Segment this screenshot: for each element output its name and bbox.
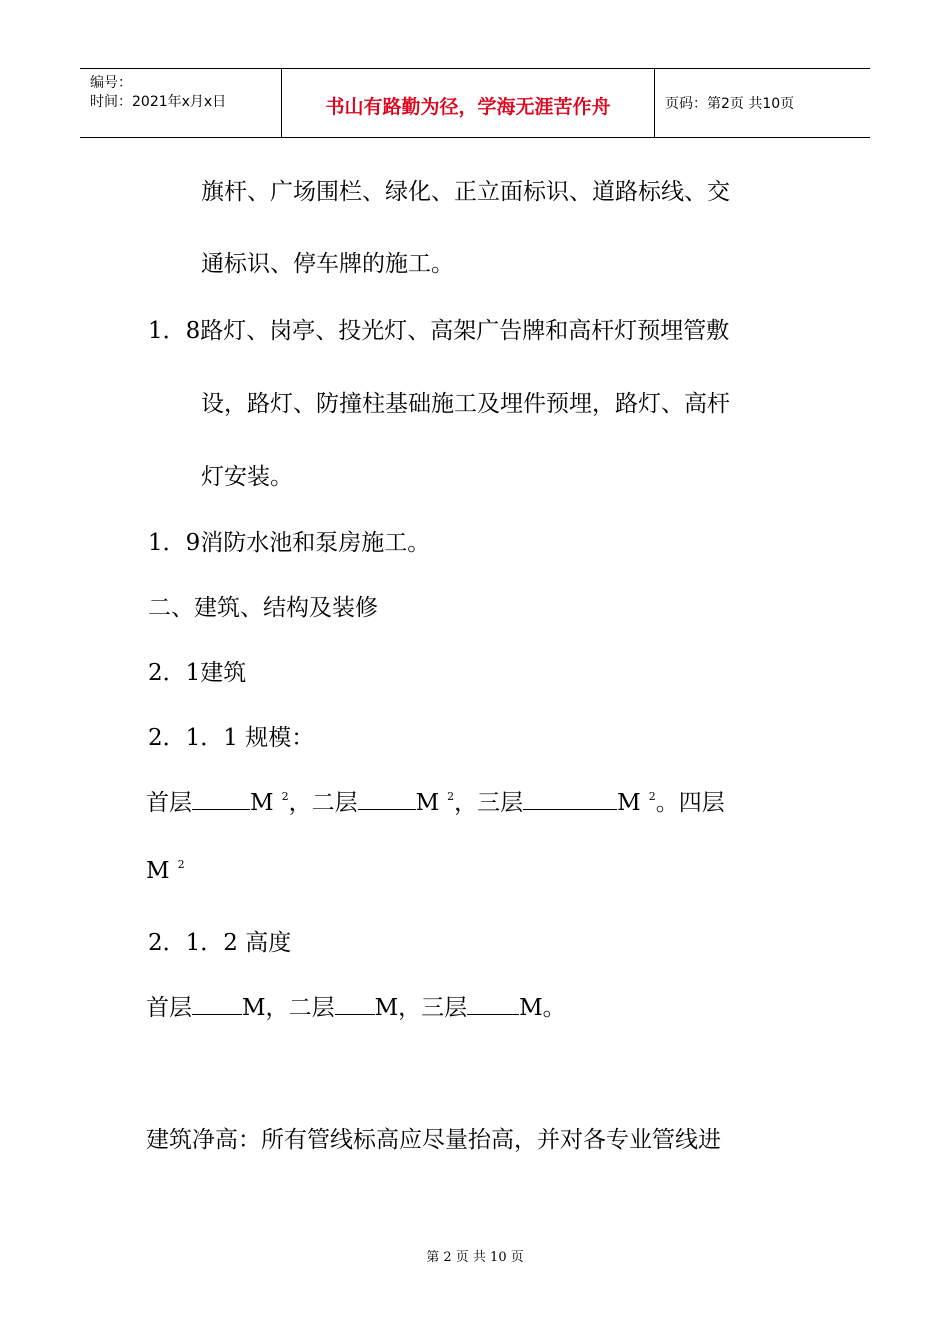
motto: 书山有路勤为径，学海无涯苦作舟 (325, 96, 611, 118)
unit-sup: 2 (177, 858, 185, 871)
page-header (80, 68, 870, 138)
unit-m-comma: M， (374, 995, 422, 1021)
floor2-height-blank[interactable] (335, 994, 375, 1015)
height-heading: 2．1．2 高度 (148, 930, 292, 956)
unit-m-comma: M， (242, 995, 289, 1021)
floor1-height-blank[interactable] (192, 994, 242, 1015)
unit-m: M (617, 790, 641, 816)
unit-m: M (415, 790, 440, 816)
floor1-label: 首层 (146, 995, 192, 1021)
floor3-label: 三层 (421, 995, 468, 1021)
body-line-6: 1．9消防水池和泵房施工。 (148, 530, 431, 556)
height-line (146, 989, 566, 1022)
time-label: 时间：2021年x月x日 (90, 94, 227, 110)
scale-line (146, 784, 725, 817)
body-line-4: 设，路灯、防撞柱基础施工及埋件预埋，路灯、高杆 (201, 391, 730, 417)
body-line-5: 灯安装。 (201, 464, 293, 490)
unit-m: M (146, 858, 170, 884)
floor1-label: 首层 (146, 790, 192, 816)
floor3-area-blank[interactable] (523, 789, 617, 810)
body-line-1: 旗杆、广场围栏、绿化、正立面标识、道路标线、交 (201, 179, 730, 205)
section-heading: 二、建筑、结构及装修 (148, 595, 378, 621)
unit-m-period: M。 (519, 995, 566, 1021)
floor1-area-blank[interactable] (192, 789, 250, 810)
comma: ， (454, 790, 478, 816)
scale-heading: 2．1．1 规模： (148, 725, 315, 751)
floor2-area-blank[interactable] (358, 789, 416, 810)
period: 。 (655, 790, 679, 816)
page-info: 页码：第2页 共10页 (665, 96, 795, 112)
unit-m: M (250, 790, 274, 816)
body-line-3: 1．8路灯、岗亭、投光灯、高架广告牌和高杆灯预埋管敷 (148, 318, 730, 344)
scale-line-cont (146, 858, 185, 884)
subsection-heading: 2．1建筑 (148, 660, 247, 686)
body-line-2: 通标识、停车牌的施工。 (201, 251, 454, 277)
floor3-height-blank[interactable] (467, 994, 519, 1015)
floor3-label: 三层 (477, 790, 524, 816)
header-info-cell (80, 69, 282, 137)
unit-sup: 2 (648, 790, 656, 803)
page-footer: 第 2 页 共 10 页 (426, 1250, 524, 1265)
floor4-label: 四层 (678, 790, 725, 816)
unit-sup: 2 (447, 790, 455, 803)
floor2-label: 二层 (288, 995, 335, 1021)
comma: ， (288, 790, 312, 816)
clear-height-text: 建筑净高：所有管线标高应尽量抬高，并对各专业管线进 (146, 1127, 721, 1153)
floor2-label: 二层 (311, 790, 358, 816)
unit-sup: 2 (281, 790, 289, 803)
header-motto-cell (282, 69, 655, 137)
number-label: 编号： (90, 75, 132, 91)
